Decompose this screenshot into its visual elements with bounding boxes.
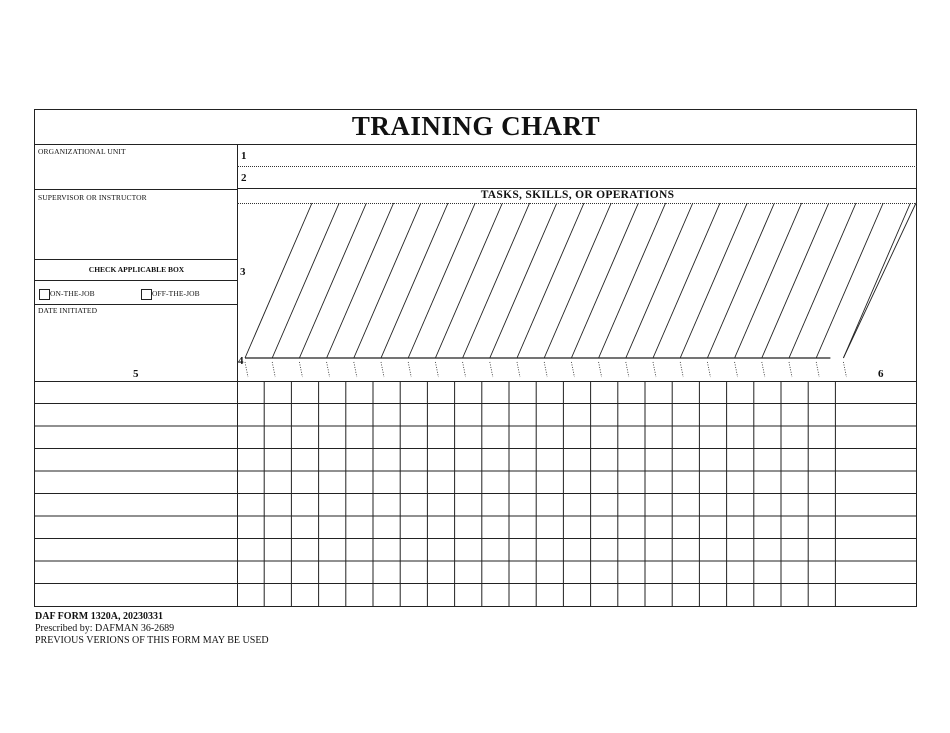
form-title: TRAINING CHART	[351, 111, 601, 141]
block-number-2: 2	[241, 172, 247, 184]
slant-tick	[299, 362, 302, 377]
slant-tick	[490, 362, 493, 377]
slanted-header-line	[843, 203, 910, 358]
slant-tick	[354, 362, 357, 377]
slant-tick	[707, 362, 710, 377]
tasks-header: TASKS, SKILLS, OR OPERATIONS	[480, 189, 675, 201]
slant-tick	[599, 362, 602, 377]
slanted-header-line	[653, 203, 720, 358]
slanted-header-line	[381, 203, 448, 358]
slant-tick	[435, 362, 438, 377]
slanted-header-line	[435, 203, 502, 358]
slant-right-edge	[843, 203, 916, 358]
slant-tick	[463, 362, 466, 377]
slanted-header-line	[327, 203, 394, 358]
slant-tick	[544, 362, 547, 377]
slanted-header-line	[762, 203, 829, 358]
slant-tick	[381, 362, 384, 377]
slant-tick	[245, 362, 248, 377]
slant-tick	[517, 362, 520, 377]
slant-tick	[843, 362, 846, 377]
slant-tick	[735, 362, 738, 377]
slanted-header-line	[517, 203, 584, 358]
slanted-header-line	[272, 203, 339, 358]
slanted-header-line	[299, 203, 366, 358]
slanted-header-line	[245, 203, 312, 358]
slanted-header-line	[680, 203, 747, 358]
block-number-4: 4	[238, 355, 244, 367]
block-number-3: 3	[240, 266, 246, 278]
slant-tick	[789, 362, 792, 377]
slant-tick	[626, 362, 629, 377]
slant-tick	[327, 362, 330, 377]
off-the-job-label: OFF-THE-JOB	[152, 289, 200, 298]
slanted-header-line	[789, 203, 856, 358]
date-initiated-label: DATE INITIATED	[38, 306, 98, 315]
slanted-header-line	[816, 203, 883, 358]
slanted-header-line	[463, 203, 530, 358]
previous-versions-note: PREVIOUS VERIONS OF THIS FORM MAY BE USED	[35, 635, 269, 646]
prescribed-by: Prescribed by: DAFMAN 36-2689	[35, 623, 175, 634]
block-number-1: 1	[241, 150, 247, 162]
slant-tick	[762, 362, 765, 377]
check-box-title: CHECK APPLICABLE BOX	[88, 265, 185, 274]
slanted-header-line	[490, 203, 557, 358]
slanted-header-line	[544, 203, 611, 358]
org-unit-label: ORGANIZATIONAL UNIT	[38, 147, 126, 156]
block-number-6: 6	[878, 368, 884, 380]
slant-tick	[680, 362, 683, 377]
on-the-job-label: ON-THE-JOB	[50, 289, 95, 298]
slant-tick	[408, 362, 411, 377]
slanted-header-line	[354, 203, 421, 358]
slanted-header-line	[707, 203, 774, 358]
slanted-header-line	[599, 203, 666, 358]
slanted-header-line	[571, 203, 638, 358]
slanted-header-line	[626, 203, 693, 358]
slanted-header-line	[408, 203, 475, 358]
block-number-5: 5	[133, 368, 139, 380]
supervisor-label: SUPERVISOR OR INSTRUCTOR	[38, 193, 147, 202]
slant-tick	[816, 362, 819, 377]
form-id: DAF FORM 1320A, 20230331	[35, 611, 163, 622]
slant-tick	[653, 362, 656, 377]
slant-tick	[272, 362, 275, 377]
slanted-header-line	[735, 203, 802, 358]
slant-tick	[571, 362, 574, 377]
